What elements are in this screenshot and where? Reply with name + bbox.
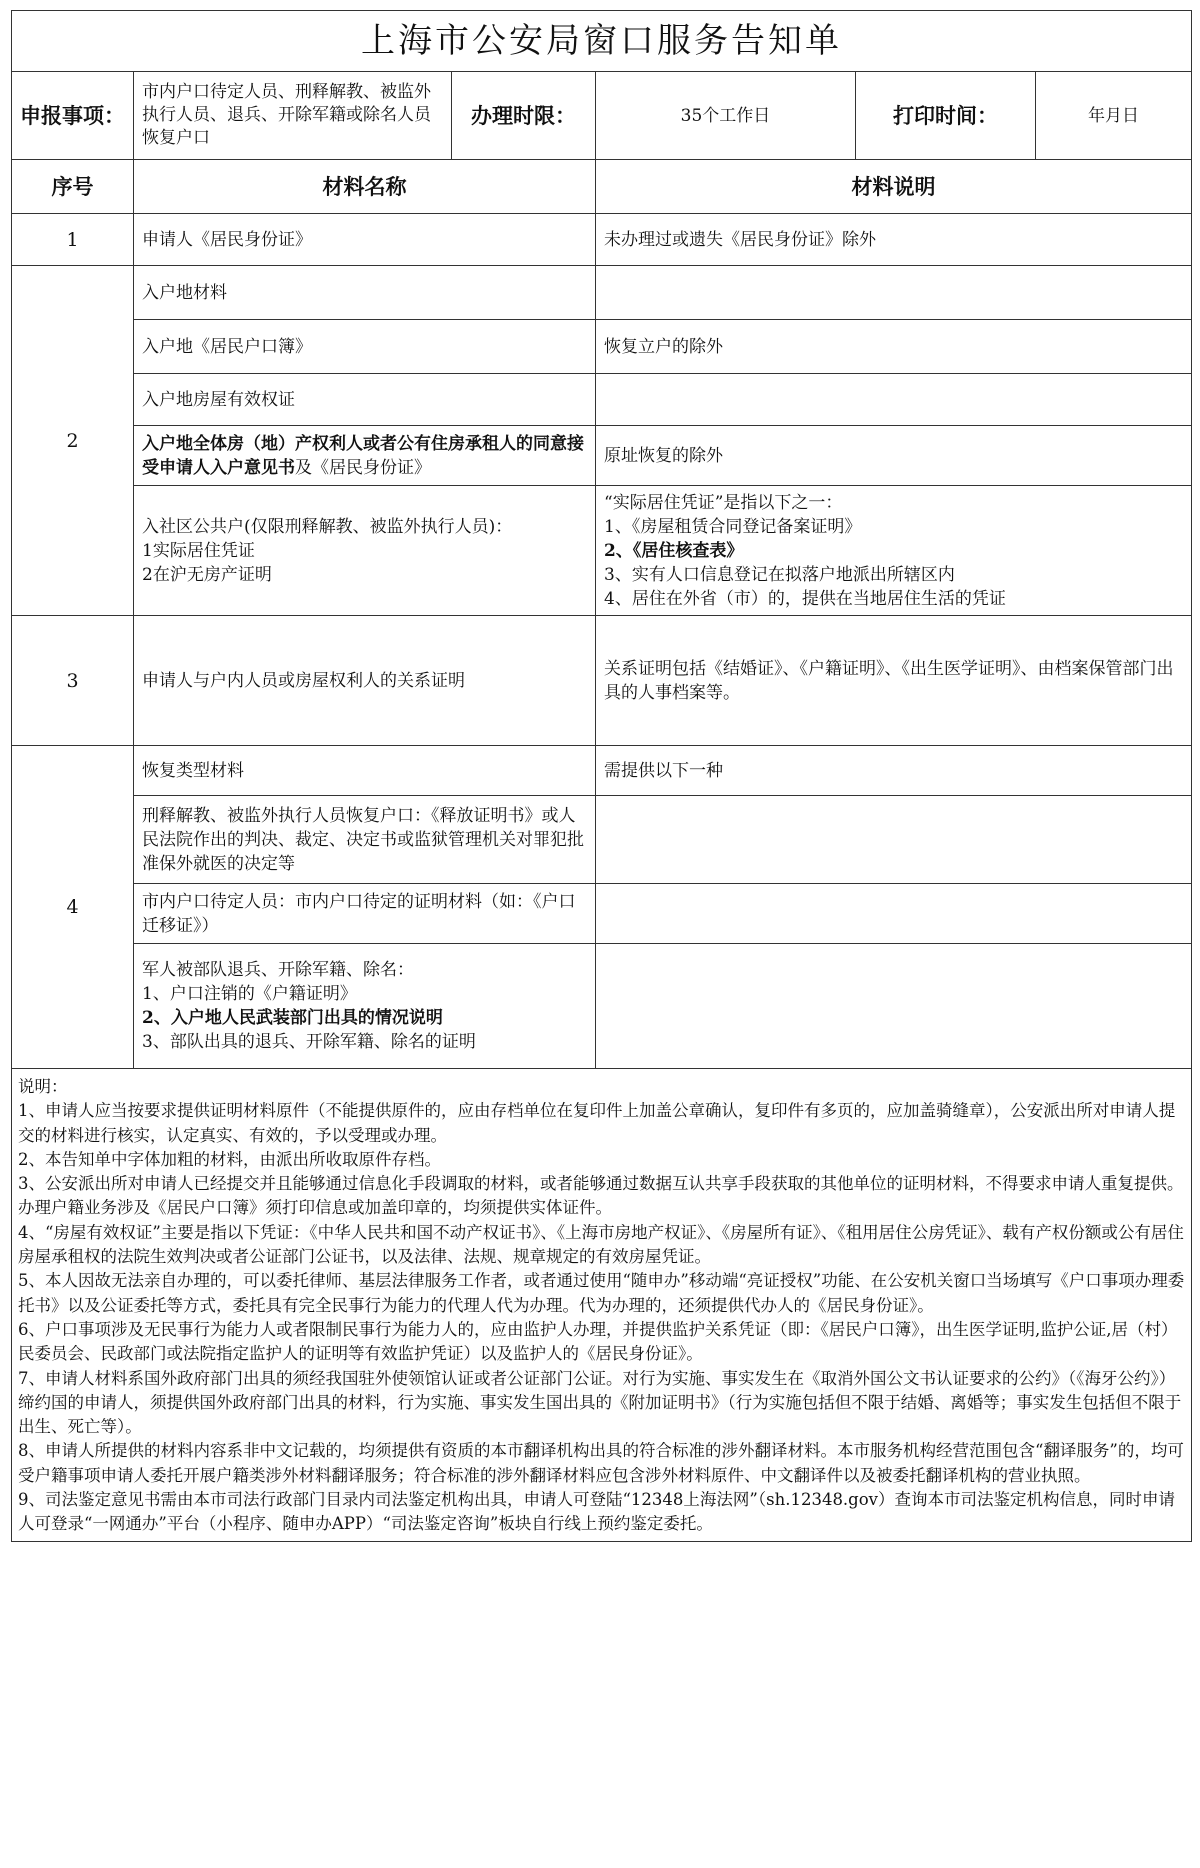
notice-form <box>11 10 1192 1542</box>
table-row <box>12 266 1192 320</box>
row-seq: 1 <box>12 214 134 266</box>
table-row <box>12 944 1192 1069</box>
list-item: 3、实有人口信息登记在拟落户地派出所辖区内 <box>604 564 955 585</box>
material-desc <box>596 486 1192 616</box>
page-title: 上海市公安局窗口服务告知单 <box>12 11 1192 72</box>
note-item: 1、申请人应当按要求提供证明材料原件（不能提供原件的，应由存档单位在复印件上加盖公章确认，复印件有多页的，应加盖骑缝章），公安派出所对申请人提交的材料进行核实，认定真实、有效的，予以受理或办理。 <box>18 1101 1176 1145</box>
material-name: 申请人《居民身份证》 <box>134 214 596 266</box>
deadline-label: 办理时限： <box>452 72 596 160</box>
material-desc: 恢复立户的除外 <box>596 320 1192 374</box>
material-desc <box>596 266 1192 320</box>
list-item: 1、户口注销的《户籍证明》 <box>142 984 357 1004</box>
list-item: 入社区公共户(仅限刑释解教、被监外执行人员)： <box>142 516 513 537</box>
note-item: 5、本人因故无法亲自办理的，可以委托律师、基层法律服务工作者，或者通过使用“随申办”移动端“亮证授权”功能、在公安机关窗口当场填写《户口事项办理委托书》以及公证委托等方式，委托具有完全民事行为能力的代理人代为办理。代为办理的，还须提供代办人的《居民身份证》。 <box>18 1271 1185 1315</box>
material-desc <box>596 884 1192 944</box>
notes-row <box>12 1069 1192 1542</box>
col-seq-header: 序号 <box>12 160 134 214</box>
material-desc: 未办理过或遗失《居民身份证》除外 <box>596 214 1192 266</box>
table-row <box>12 796 1192 884</box>
material-desc <box>596 796 1192 884</box>
table-row <box>12 486 1192 616</box>
material-name: 市内户口待定人员：市内户口待定的证明材料（如：《户口迁移证》） <box>134 884 596 944</box>
note-item: 2、本告知单中字体加粗的材料，由派出所收取原件存档。 <box>18 1149 441 1169</box>
note-item: 6、户口事项涉及无民事行为能力人或者限制民事行为能力人的，应由监护人办理，并提供监护关系凭证（即：《居民户口簿》，出生医学证明,监护公证,居（村）民委员会、民政部门或法院指定监护人的证明等有效监护凭证）以及监护人的《居民身份证》。 <box>18 1319 1178 1364</box>
note-item: 3、公安派出所对申请人已经提交并且能够通过信息化手段调取的材料，或者能够通过数据互认共享手段获取的其他单位的证明材料，不得要求申请人重复提供。办理户籍业务涉及《居民户口簿》须打印信息或加盖印章的，均须提供实体证件。 <box>18 1174 1184 1218</box>
col-name-header: 材料名称 <box>134 160 596 214</box>
column-header-row <box>12 160 1192 214</box>
list-item: “实际居住凭证”是指以下之一： <box>604 492 843 513</box>
col-desc-header: 材料说明 <box>596 160 1192 214</box>
print-time-label: 打印时间： <box>856 72 1036 160</box>
item-label: 申报事项： <box>12 72 134 160</box>
material-name: 入户地材料 <box>134 266 596 320</box>
material-desc: 原址恢复的除外 <box>596 426 1192 486</box>
notes-section <box>12 1069 1192 1542</box>
material-name: 入户地《居民户口簿》 <box>134 320 596 374</box>
table-row <box>12 616 1192 746</box>
print-time-value: 年月日 <box>1036 72 1192 160</box>
note-item: 7、申请人材料系国外政府部门出具的须经我国驻外使领馆认证或者公证部门公证。对行为实施、事实发生在《取消外国公文书认证要求的公约》（《海牙公约》）缔约国的申请人，须提供国外政府部门出具的材料，行为实施、事实发生国出具的《附加证明书》（行为实施包括但不限于结婚、离婚等；事实发生包括但不限于出生、死亡等）。 <box>18 1368 1182 1437</box>
table-row <box>12 746 1192 796</box>
material-suffix: 及《居民身份证》 <box>295 457 431 478</box>
table-row <box>12 426 1192 486</box>
list-item: 4、居住在外省（市）的，提供在当地居住生活的凭证 <box>604 588 1006 609</box>
table-row <box>12 884 1192 944</box>
table-row <box>12 214 1192 266</box>
list-item: 3、部队出具的退兵、开除军籍、除名的证明 <box>142 1032 476 1052</box>
note-item: 4、“房屋有效权证”主要是指以下凭证：《中华人民共和国不动产权证书》、《上海市房地产权证》、《房屋所有证》、《租用居住公房凭证》、载有产权份额或公有居住房屋承租权的法院生效判决或者公证部门公证书，以及法律、法规、规章规定的有效房屋凭证。 <box>18 1222 1184 1267</box>
material-name <box>134 486 596 616</box>
material-name <box>134 944 596 1069</box>
table-row <box>12 374 1192 426</box>
note-item: 8、申请人所提供的材料内容系非中文记载的，均须提供有资质的本市翻译机构出具的符合标准的涉外翻译材料。本市服务机构经营范围包含“翻译服务”的，均可受户籍事项申请人委托开展户籍类涉外材料翻译服务；符合标准的涉外翻译材料应包含涉外材料原件、中文翻译件以及被委托翻译机构的营业执照。 <box>18 1441 1184 1485</box>
material-desc <box>596 944 1192 1069</box>
material-name: 入户地房屋有效权证 <box>134 374 596 426</box>
bold-material: 入户地全体房（地）产权利人或者公有住房承租人的同意接受申请人入户意见书 <box>142 433 584 478</box>
list-item: 2在沪无房产证明 <box>142 564 272 585</box>
material-desc <box>596 374 1192 426</box>
table-row <box>12 320 1192 374</box>
material-name: 恢复类型材料 <box>134 746 596 796</box>
list-item: 军人被部队退兵、开除军籍、除名： <box>142 960 414 980</box>
list-item: 2、入户地人民武装部门出具的情况说明 <box>142 1008 443 1028</box>
deadline-value: 35个工作日 <box>596 72 856 160</box>
header-row <box>12 72 1192 160</box>
list-item: 1实际居住凭证 <box>142 540 255 561</box>
material-name: 申请人与户内人员或房屋权利人的关系证明 <box>134 616 596 746</box>
item-value: 市内户口待定人员、刑释解教、被监外执行人员、退兵、开除军籍或除名人员恢复户口 <box>134 72 452 160</box>
list-item: 2、《居住核查表》 <box>604 540 744 561</box>
material-name <box>134 426 596 486</box>
material-desc: 关系证明包括《结婚证》、《户籍证明》、《出生医学证明》、由档案保管部门出具的人事档案等。 <box>596 616 1192 746</box>
note-item: 9、司法鉴定意见书需由本市司法行政部门目录内司法鉴定机构出具，申请人可登陆“12348上海法网”（sh.12348.gov）查询本市司法鉴定机构信息，同时申请人可登录“一网通办”平台（小程序、随申办APP）“司法鉴定咨询”板块自行线上预约鉴定委托。 <box>18 1490 1175 1534</box>
row-seq: 3 <box>12 616 134 746</box>
material-name: 刑释解教、被监外执行人员恢复户口：《释放证明书》或人民法院作出的判决、裁定、决定书或监狱管理机关对罪犯批准保外就医的决定等 <box>134 796 596 884</box>
notes-heading: 说明： <box>18 1077 68 1096</box>
list-item: 1、《房屋租赁合同登记备案证明》 <box>604 516 862 537</box>
title-row <box>12 11 1192 72</box>
row-seq: 2 <box>12 266 134 616</box>
material-desc: 需提供以下一种 <box>596 746 1192 796</box>
row-seq: 4 <box>12 746 134 1069</box>
